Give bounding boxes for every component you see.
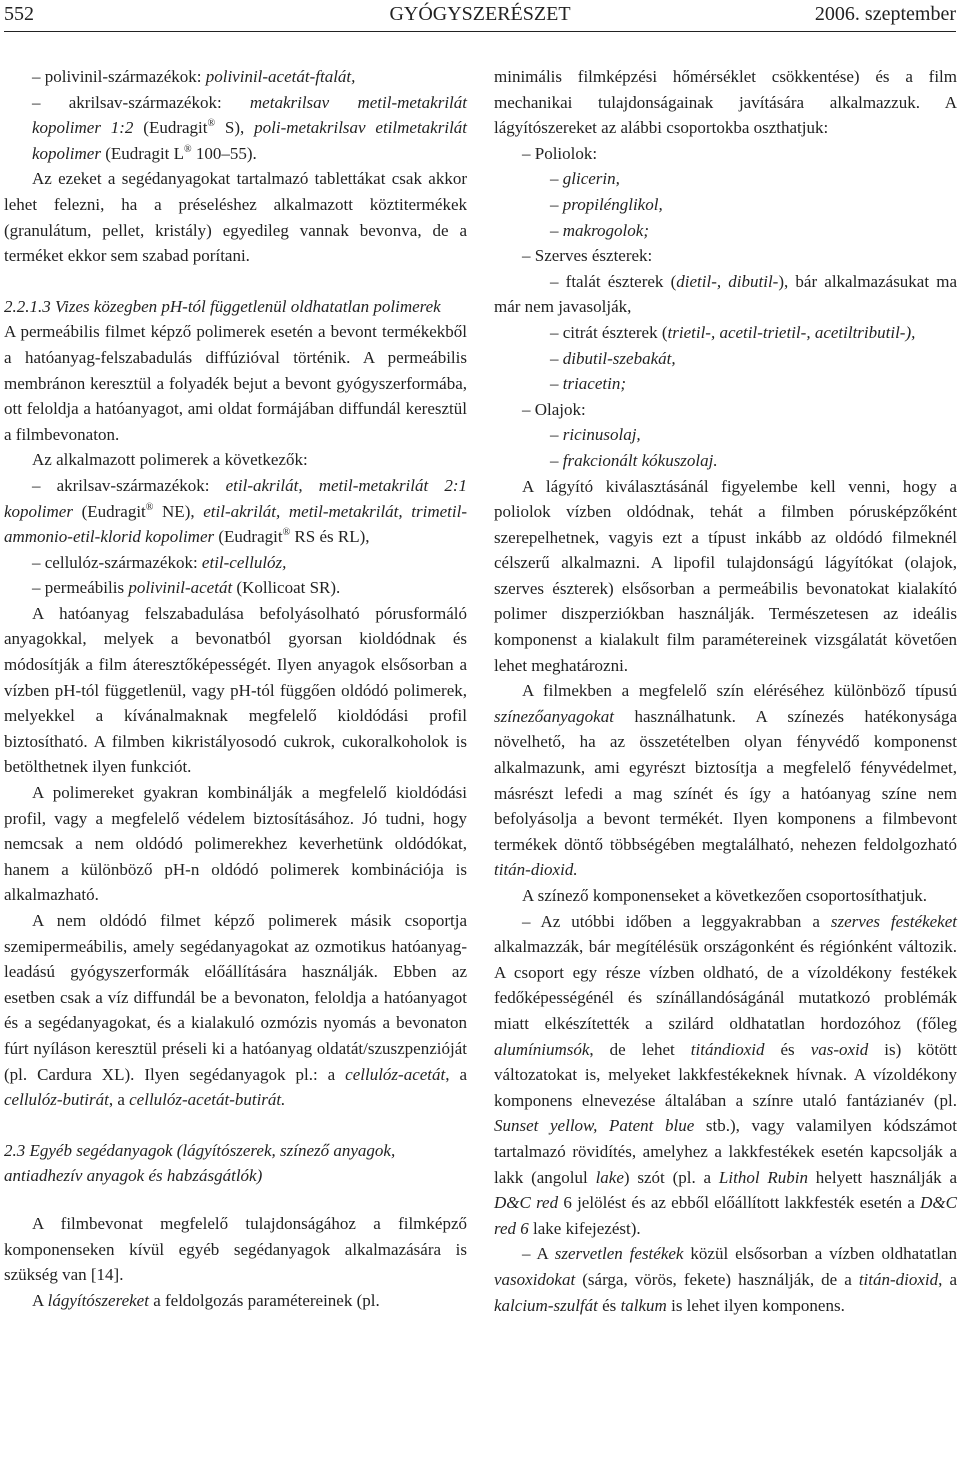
page-number: 552 (4, 3, 34, 25)
paragraph: minimális filmképzési hőmérséklet csökkentése) és a film mechanikai tulajdonságainak javítására alkalmazzuk. A lágyítószereket az alábbi csoportokba oszthatjuk: (494, 67, 957, 138)
paragraph: A lágyítószereket a feldolgozás paramétereinek (pl. (32, 1290, 380, 1310)
list-item: – citrát észterek (trietil-, acetil-trietil-, acetiltributil-), (550, 322, 916, 342)
list-item: – dibutil-szebakát, (550, 348, 676, 368)
list-item: – ftalát észterek (dietil-, dibutil-), bár alkalmazásukat ma már nem javasolják, (494, 271, 958, 317)
registered-mark: ® (145, 501, 154, 513)
paragraph: A lágyító kiválasztásánál figyelembe kell venni, hogy a poliolok vízben oldódnak, tehát a filmben pórusképzőként szerepelhetnek, vagyis ezt a típust inkább az oldódó filmeknél célszerű alkalmazni. A lipofil tulajdonságú lágyítókat (olajok, szerves észterek) elsősorban a permeábilis bevonatokat kialakító polimer diszperziókban használják. Természetesen az ideális komponenst a kialakult film paramétereinek vizsgálatát követően lehet meghatározni. (494, 476, 957, 675)
right-column (494, 64, 957, 1318)
list-group-poliolok: – Poliolok: (522, 143, 598, 163)
left-column (4, 64, 467, 1313)
issue-date: 2006. szeptember (814, 3, 956, 25)
list-item: – triacetin; (550, 374, 627, 394)
paragraph: A filmbevonat megfelelő tulajdonságához a filmképző komponenseken kívül egyéb segédanyagok alkalmazására is szükség van [14]. (4, 1213, 467, 1285)
header-rule (4, 31, 956, 32)
paragraph: – A szervetlen festékek közül elsősorban a vízben oldhatatlan vasoxidokat (sárga, vörös, fekete) használják, de a titán-dioxid, a kalcium-szulfát és talkum is lehet ilyen komponens. (494, 1244, 958, 1315)
registered-mark: ® (207, 118, 216, 130)
list-group-eszterek: – Szerves észterek: (522, 246, 653, 266)
list-item: – glicerin, (550, 169, 620, 189)
paragraph: A filmekben a megfelelő szín eléréséhez különböző típusú színezőanyagokat használhatunk. A színezés hatékonysága növelhető, ha az összetételben olyan fényvédő komponenst alkalmazunk, ami egyrészt biztosítja a megfelelő fényvédelmet, másrészt lefedi a mag színét és így a hatóanyag színe nem befolyásolja a bevont termékét. Ilyen komponens a filmbevont termékek döntő többségében megtalálható, nehezen feldolgozható titán-dioxid. (494, 681, 957, 880)
paragraph: A nem oldódó filmet képző polimerek másik csoportja szemipermeábilis, amely segédanyagokat az ozmotikus hatóanyag-leadású gyógyszerformák előállítására használják. Ebben az esetben csak a víz diffundál be a bevonaton, feloldja a hatóanyagot és a segédanyagokat, és a kialakuló ozmózis nyomás a bevonaton fúrt nyíláson keresztül préseli ki a hatóanyag oldatát/szuszpenzióját (pl. Cardura XL). Ilyen segédanyagok pl.: a cellulóz-acetát, a cellulóz-butirát, a cellulóz-acetát-butirát. (4, 911, 467, 1110)
registered-mark: ® (282, 527, 291, 539)
paragraph: A hatóanyag felszabadulása befolyásolható pórusformáló anyagokkal, melyek a bevonatból gyorsan kioldódnak és módosítják a film áteresztőképességét. Ilyen anyagok elsősorban a vízben pH-tól függetlenül, vagy pH-tól függően oldódó polimerek, melyekkel a kívánalmaknak megfelelő kioldódási profil biztosítható. A filmben kikristályosodó cukrok, cukoralkoholok is betölthetnek ilyen funkciót. (4, 603, 467, 777)
list-group-olajok: – Olajok: (522, 399, 586, 419)
list-item: – propilénglikol, (550, 194, 663, 214)
paragraph: A színező komponenseket a következően csoportosíthatjuk. (522, 886, 928, 905)
journal-title: GYÓGYSZERÉSZET (389, 3, 571, 25)
paragraph: Az alkalmazott polimerek a következők: (32, 450, 308, 470)
list-item-akrilsav: – akrilsav-származékok: metakrilsav metil-metakrilát kopolimer 1:2 (Eudragit® S), poli-metakrilsav etilmetakrilát kopolimer (Eudragit L® 100–55). (32, 92, 468, 163)
section-heading: 2.2.1.3 Vizes közegben pH-tól függetlenül oldhatatlan polimerek (4, 296, 441, 316)
list-item-pva: – permeábilis polivinil-acetát (Kollicoat SR). (32, 578, 341, 598)
list-item-cellulose: – cellulóz-származékok: etil-cellulóz, (32, 552, 287, 572)
list-item-akrilsav: – akrilsav-származékok: etil-akrilát, metil-metakrilát 2:1 kopolimer (Eudragit® NE), etil-akrilát, metil-metakrilát, trimetil-ammonio-etil-klorid kopolimer (Eudragit® RS és RL), (4, 475, 468, 547)
list-item-polivinil: – polivinil-származékok: polivinil-acetát-ftalát, (32, 67, 356, 86)
list-item: – makrogolok; (550, 220, 649, 240)
paragraph: Az ezeket a segédanyagokat tartalmazó tablettákat csak akkor lehet felezni, ha a préseléshez alkalmazott köztitermékek (granulátum, pellet, kristály) egyedileg vannak bevonva, de a terméket ekkor sem szabad porítani. (4, 169, 467, 266)
registered-mark: ® (184, 143, 192, 155)
paragraph: A permeábilis filmet képző polimerek esetén a bevont termékekből a hatóanyag-felszabadulás diffúzióval történik. A permeábilis membránon keresztül a folyadék bejut a bevont gyógyszerformába, ott feloldja a hatóanyagot, ami oldat formájában diffundál keresztül a filmbevonaton. (4, 322, 467, 444)
section-heading: 2.3 Egyéb segédanyagok (lágyítószerek, színező anyagok, antiadhezív anyagok és habzásgátlók) (4, 1140, 396, 1186)
list-item: – frakcionált kókuszolaj. (550, 450, 718, 470)
paragraph: – Az utóbbi időben a leggyakrabban a szerves festékeket alkalmazzák, bár megítélésük országonként és régiónként változik. A csoport egy része vízben oldható, de a vízoldékony festékek fedőképességénél és színállandóságánál mutatkozó problémák miatt elkészítették a szilárd oldhatatlan hordozóhoz (főleg alumíniumsók, de lehet titándioxid és vas-oxid is) kötött változatokat is, melyeket lakkfestékeknek hívnak. A vízoldékony komponens elnevezése általában a színre utaló fantázianév (pl. Sunset yellow, Patent blue stb.), vagy valamilyen kódszámot tartalmazó rövidítés, amelyhez a lakkfestékek esetén kapcsolják a lakk (angolul lake) szót (pl. a Lithol Rubin helyett használják a D&C red 6 jelölést és az ebből előállított lakkfesték esetén a D&C red 6 lake kifejezést). (494, 911, 957, 1238)
paragraph: A polimereket gyakran kombinálják a megfelelő kioldódási profil, vagy a megfelelő védelem biztosításához. Jó tudni, hogy nemcsak a nem oldódó polimerekhez keverhetünk oldódókat, hanem a különböző pH-n oldódó polimerek kombinációja is alkalmazható. (4, 783, 467, 905)
list-item: – ricinusolaj, (550, 425, 641, 445)
